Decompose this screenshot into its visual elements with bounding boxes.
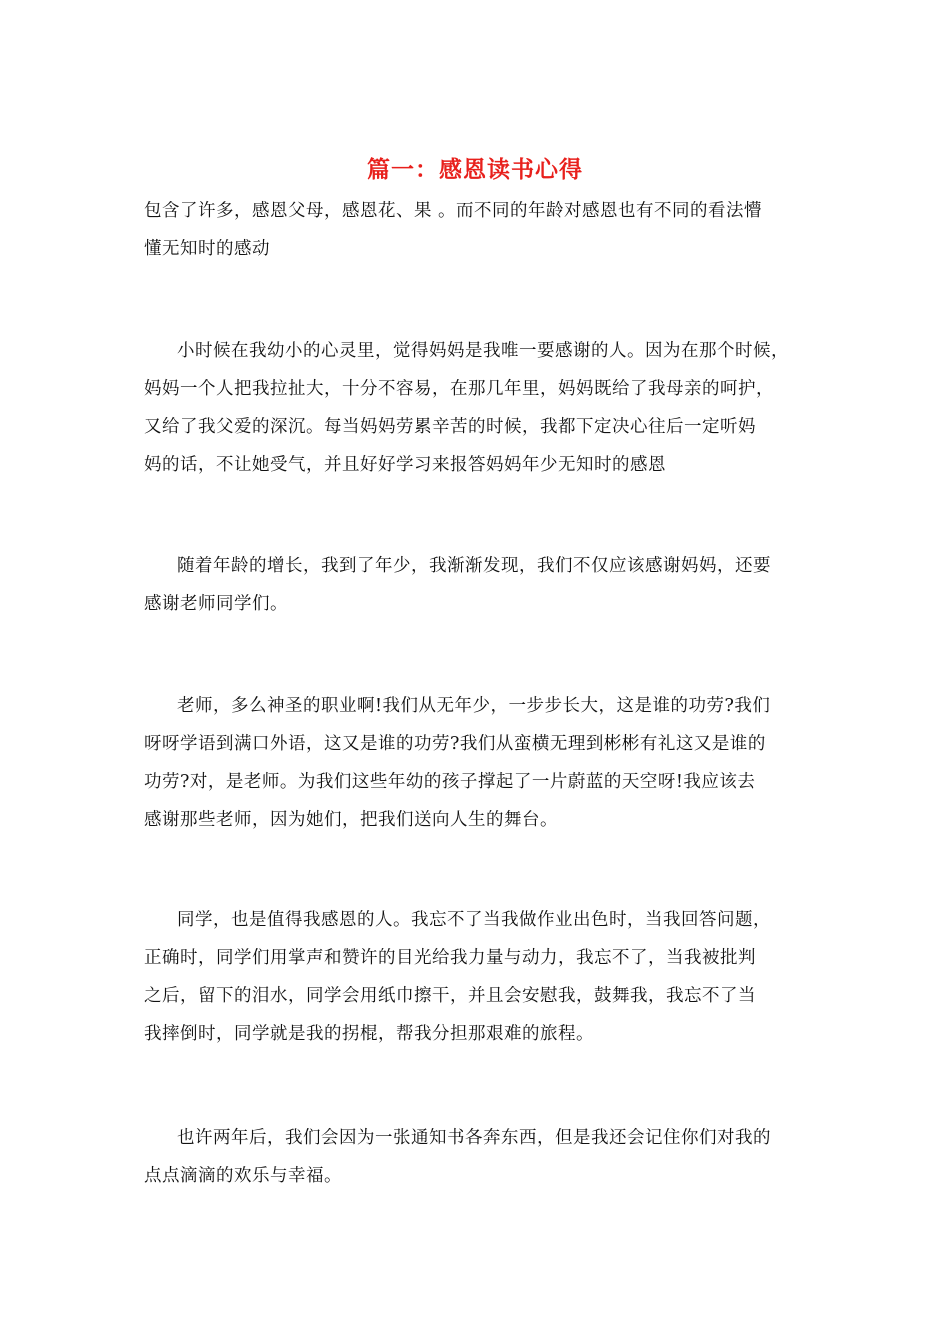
paragraph-line: 之后，留下的泪水，同学会用纸巾擦干，并且会安慰我，鼓舞我，我忘不了当	[144, 986, 756, 1006]
paragraph-line: 点点滴滴的欢乐与幸福。	[144, 1166, 342, 1186]
paragraph-mother	[144, 332, 814, 484]
paragraph-line: 包含了许多，感恩父母，感恩花、果 。而不同的年龄对感恩也有不同的看法懵	[144, 201, 763, 221]
paragraph-teachers	[144, 687, 814, 839]
paragraph-line: 功劳?对，是老师。为我们这些年幼的孩子撑起了一片蔚蓝的天空呀!我应该去	[144, 772, 756, 792]
paragraph-classmates	[144, 901, 814, 1053]
paragraph-growing-up	[144, 547, 814, 623]
paragraph-line: 随着年龄的增长，我到了年少，我渐渐发现，我们不仅应该感谢妈妈，还要	[177, 556, 771, 576]
paragraph-future	[144, 1119, 814, 1195]
paragraph-line: 也许两年后，我们会因为一张通知书各奔东西，但是我还会记住你们对我的	[177, 1128, 771, 1148]
paragraph-line: 同学，也是值得我感恩的人。我忘不了当我做作业出色时，当我回答问题，	[177, 910, 771, 930]
paragraph-line: 呀呀学语到满口外语，这又是谁的功劳?我们从蛮横无理到彬彬有礼这又是谁的	[144, 734, 766, 754]
paragraph-intro	[144, 192, 814, 268]
paragraph-line: 我摔倒时，同学就是我的拐棍，帮我分担那艰难的旅程。	[144, 1024, 594, 1044]
paragraph-line: 妈的话，不让她受气，并且好好学习来报答妈妈年少无知时的感恩	[144, 455, 666, 475]
paragraph-line: 感谢那些老师，因为她们，把我们送向人生的舞台。	[144, 810, 558, 830]
paragraph-line: 老师，多么神圣的职业啊!我们从无年少，一步步长大，这是谁的功劳?我们	[177, 696, 771, 716]
paragraph-line: 感谢老师同学们。	[144, 594, 288, 614]
paragraph-line: 妈妈一个人把我拉扯大，十分不容易，在那几年里，妈妈既给了我母亲的呵护，	[144, 379, 774, 399]
paragraph-line: 小时候在我幼小的心灵里，觉得妈妈是我唯一要感谢的人。因为在那个时候，	[177, 341, 789, 361]
paragraph-line: 正确时，同学们用掌声和赞许的目光给我力量与动力，我忘不了，当我被批判	[144, 948, 756, 968]
paragraph-line: 懂无知时的感动	[144, 239, 270, 259]
paragraph-line: 又给了我父爱的深沉。每当妈妈劳累辛苦的时候，我都下定决心往后一定听妈	[144, 417, 756, 437]
page-title: 篇一：感恩读书心得	[367, 156, 583, 183]
